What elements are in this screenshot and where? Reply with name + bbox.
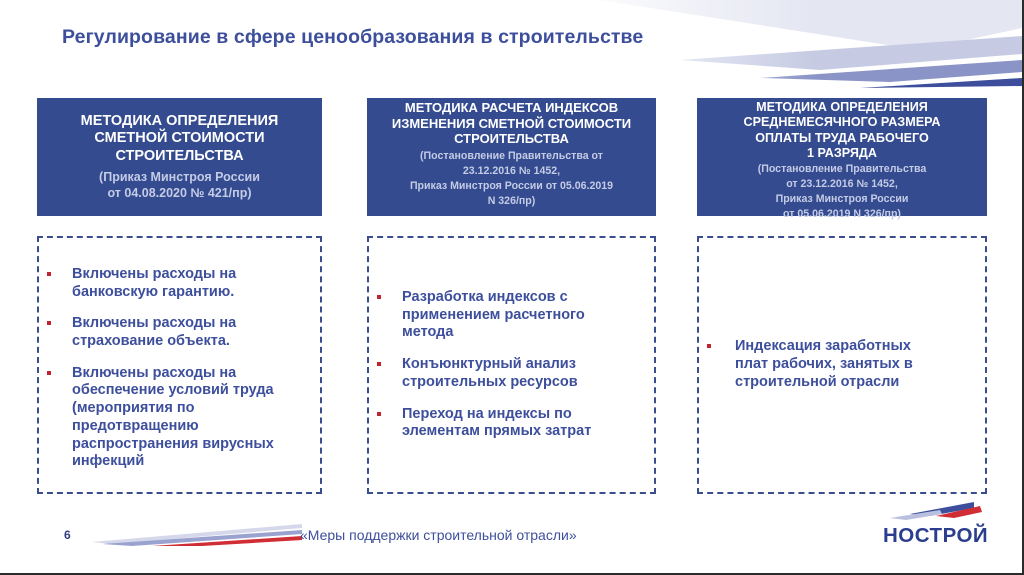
bullet-icon	[47, 371, 51, 375]
column-1-title: МЕТОДИКА ОПРЕДЕЛЕНИЯ СМЕТНОЙ СТОИМОСТИ СТРОИТЕЛЬСТВА	[80, 112, 279, 165]
column-1-body	[37, 236, 322, 494]
column-2-header	[367, 98, 656, 216]
list-item	[369, 406, 654, 441]
column-3-title: МЕТОДИКА ОПРЕДЕЛЕНИЯ СРЕДНЕМЕСЯЧНОГО РАЗМЕРА ОПЛАТЫ ТРУДА РАБОЧЕГО 1 РАЗРЯДА	[743, 100, 941, 161]
bullet-icon	[377, 295, 381, 299]
column-3-body	[697, 236, 987, 494]
list-item	[39, 365, 320, 471]
list-item	[699, 338, 985, 391]
list-item	[369, 356, 654, 391]
column-2-body	[367, 236, 656, 494]
page-number: 6	[64, 528, 71, 542]
column-3-subtitle: (Постановление Правительства от 23.12.2016 № 1452, Приказ Минстроя России от 05.06.2019 N 326/пр)	[757, 163, 927, 220]
list-item-text: Конъюнктурный анализ строительных ресурсов	[402, 356, 578, 390]
column-2-list	[369, 289, 654, 441]
list-item	[369, 289, 654, 342]
column-2-subtitle: (Постановление Правительства от 23.12.2016 № 1452, Приказ Минстроя России от 05.06.2019 N 326/пр)	[409, 149, 614, 207]
page-title: Регулирование в сфере ценообразования в строительстве	[62, 26, 644, 48]
list-item-text: Включены расходы на страхование объекта.	[72, 315, 237, 350]
list-item-text: Переход на индексы по элементам прямых затрат	[402, 405, 592, 440]
bullet-icon	[377, 362, 381, 366]
column-1-subtitle: (Приказ Минстроя России от 04.08.2020 № 421/пр)	[99, 169, 260, 201]
list-item-text: Разработка индексов с применением расчетного метода	[402, 289, 585, 341]
logo-text: НОСТРОЙ	[883, 524, 989, 547]
bullet-icon	[47, 272, 51, 276]
footer-caption: «Меры поддержки строительной отрасли»	[300, 527, 577, 543]
column-2-title: МЕТОДИКА РАСЧЕТА ИНДЕКСОВ ИЗМЕНЕНИЯ СМЕТНОЙ СТОИМОСТИ СТРОИТЕЛЬСТВА	[391, 100, 632, 147]
footer-stripes	[92, 522, 302, 546]
column-1-header	[37, 98, 322, 216]
list-item	[39, 266, 320, 301]
column-3-header	[697, 98, 987, 220]
list-item-text: Включены расходы на банковскую гарантию.	[72, 266, 237, 300]
column-3-list	[699, 338, 985, 391]
list-item-text: Включены расходы на обеспечение условий труда (мероприятия по предотвращению распространения вирусных инфекций	[72, 364, 274, 470]
list-item-text: Индексация заработных плат рабочих, занятых в строительной отрасли	[735, 338, 913, 390]
list-item	[39, 315, 320, 350]
bullet-icon	[377, 412, 381, 416]
bullet-icon	[707, 344, 711, 348]
bullet-icon	[47, 321, 51, 325]
column-1-list	[39, 266, 320, 471]
